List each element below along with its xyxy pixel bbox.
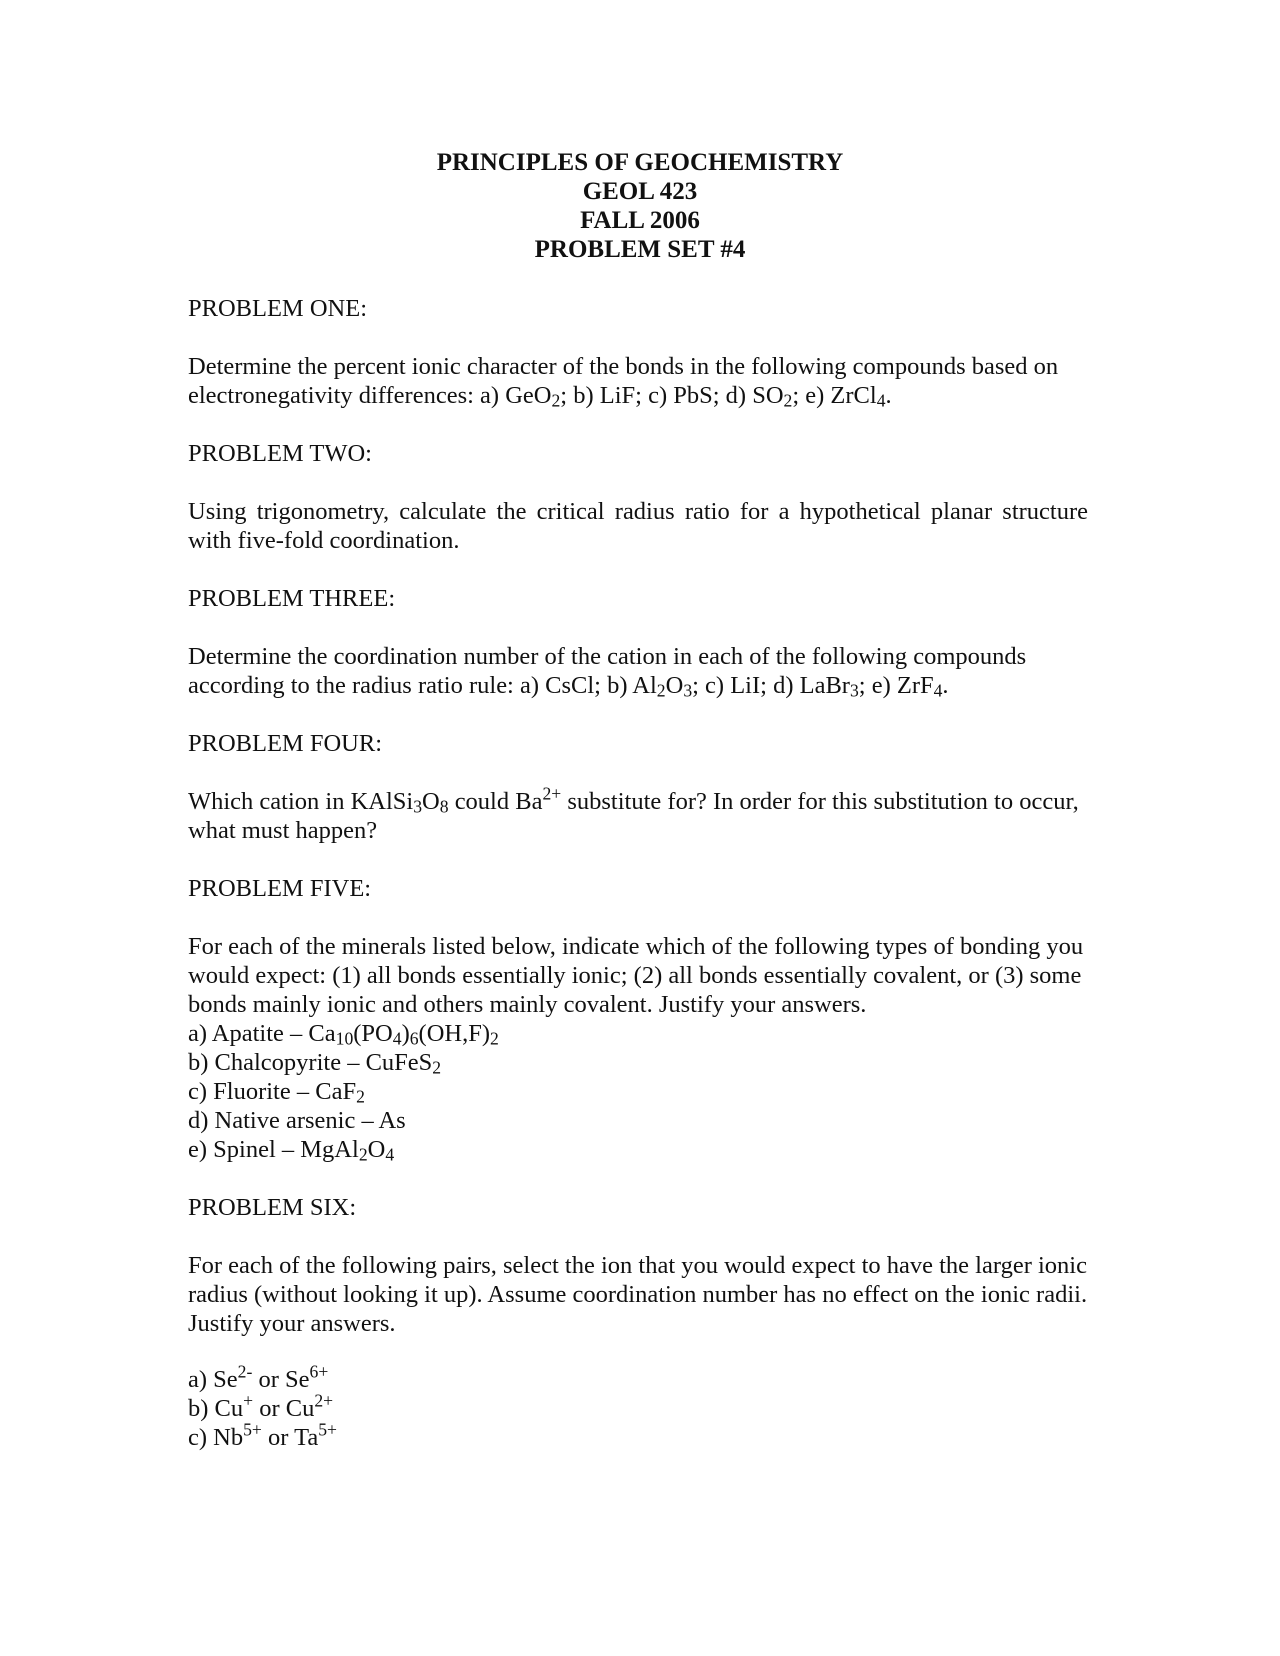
list-item-text: (OH,F) xyxy=(418,1020,491,1047)
subscript: 8 xyxy=(439,796,449,817)
problem-four-text-part: Which cation in KAlSi xyxy=(188,788,414,815)
problem-one-text-part: Determine the percent ionic character of the bonds in the following compounds based on electronegativity differences: a) GeO xyxy=(188,353,1059,409)
superscript: 2- xyxy=(237,1361,253,1382)
subscript: 3 xyxy=(849,680,859,701)
subscript: 2 xyxy=(432,1057,442,1078)
course-title: PRINCIPLES OF GEOCHEMISTRY xyxy=(436,149,844,176)
problem-six-list xyxy=(188,1361,1088,1452)
subscript: 4 xyxy=(876,390,886,411)
problem-four-text-part: could Ba xyxy=(448,788,543,815)
subscript: 4 xyxy=(933,680,943,701)
list-item xyxy=(188,1048,1088,1077)
problem-three-heading: PROBLEM THREE: xyxy=(188,585,396,612)
problem-three-text-part: Determine the coordination number of the cation in each of the following compounds according to the radius ratio rule: a) CsCl; b) Al xyxy=(188,643,1027,699)
superscript: 5+ xyxy=(318,1419,337,1440)
subscript: 4 xyxy=(392,1028,402,1049)
problem-four-text-part: O xyxy=(422,788,440,815)
problem-four-text xyxy=(188,783,1088,845)
problem-one-heading: PROBLEM ONE: xyxy=(188,295,368,322)
subscript: 2 xyxy=(551,390,561,411)
subscript: 2 xyxy=(783,390,793,411)
problem-one-text-part: . xyxy=(885,382,892,409)
problem-six-text: For each of the following pairs, select the ion that you would expect to have the larger ionic radius (without looking it up). Assume coordination number has no effect on the ionic radii. Justify your answers. xyxy=(188,1252,1088,1337)
document-header xyxy=(0,148,1280,264)
list-item-text: or Ta xyxy=(261,1424,319,1451)
subscript: 2 xyxy=(358,1144,368,1165)
problem-two-heading: PROBLEM TWO: xyxy=(188,440,372,467)
subscript: 3 xyxy=(413,796,423,817)
list-item-text: c) Nb xyxy=(188,1424,244,1451)
problem-two-text: Using trigonometry, calculate the critical radius ratio for a hypothetical planar structure with five-fold coordination. xyxy=(188,498,1088,554)
list-item-text: a) Se xyxy=(188,1366,238,1393)
problems-body xyxy=(188,294,1088,1452)
list-item-text: d) Native arsenic – As xyxy=(188,1107,406,1134)
problem-three-text-part: O xyxy=(665,672,684,699)
problem-three-text-part: . xyxy=(942,672,949,699)
subscript: 3 xyxy=(683,680,693,701)
superscript: 2+ xyxy=(314,1390,334,1411)
list-item xyxy=(188,1019,1088,1048)
list-item xyxy=(188,1077,1088,1106)
superscript: 5+ xyxy=(243,1419,262,1440)
subscript: 6 xyxy=(409,1028,419,1049)
problem-six-heading: PROBLEM SIX: xyxy=(188,1194,357,1221)
list-item-text: e) Spinel – MgAl xyxy=(188,1136,359,1163)
problem-five-text: For each of the minerals listed below, indicate which of the following types of bonding you would expect: (1) all bonds essentially ionic; (2) all bonds essentially covalent, or (3) some bonds mainly ionic and others mainly covalent. Justify your answers. xyxy=(188,933,1084,1018)
list-item-text: or Se xyxy=(252,1366,310,1393)
superscript: 2+ xyxy=(542,783,562,804)
list-item-text: ) xyxy=(401,1020,410,1047)
problem-three-text-part: ; e) ZrF xyxy=(858,672,934,699)
list-item-text: b) Chalcopyrite – CuFeS xyxy=(188,1049,433,1076)
subscript: 2 xyxy=(656,680,666,701)
problem-one-text-part: ; b) LiF; c) PbS; d) SO xyxy=(560,382,784,409)
problem-five-list xyxy=(188,1019,1088,1164)
problem-four-text-part: substitute for? In order for this substitution to occur, what must happen? xyxy=(188,788,1079,844)
problem-three-text-part: ; c) LiI; d) LaBr xyxy=(692,672,850,699)
problem-set-title: PROBLEM SET #4 xyxy=(534,236,746,263)
list-item-text: b) Cu xyxy=(188,1395,244,1422)
problem-one-text-part: ; e) ZrCl xyxy=(792,382,877,409)
problem-three-text xyxy=(188,642,1088,700)
problem-one-text xyxy=(188,352,1088,410)
list-item xyxy=(188,1419,1088,1452)
problem-four-heading: PROBLEM FOUR: xyxy=(188,730,383,757)
subscript: 4 xyxy=(385,1144,395,1165)
subscript: 10 xyxy=(335,1028,354,1049)
subscript: 2 xyxy=(490,1028,499,1049)
list-item xyxy=(188,1106,1088,1135)
list-item-text: O xyxy=(367,1136,386,1163)
problem-five-heading: PROBLEM FIVE: xyxy=(188,875,372,902)
list-item xyxy=(188,1135,1088,1164)
term: FALL 2006 xyxy=(580,207,700,234)
superscript: 6+ xyxy=(309,1361,329,1382)
list-item-text: (PO xyxy=(353,1020,393,1047)
list-item-text: a) Apatite – Ca xyxy=(188,1020,336,1047)
list-item-text: or Cu xyxy=(253,1395,315,1422)
superscript: + xyxy=(243,1390,254,1411)
subscript: 2 xyxy=(356,1086,365,1107)
course-code: GEOL 423 xyxy=(582,178,698,205)
list-item-text: c) Fluorite – CaF xyxy=(188,1078,357,1105)
